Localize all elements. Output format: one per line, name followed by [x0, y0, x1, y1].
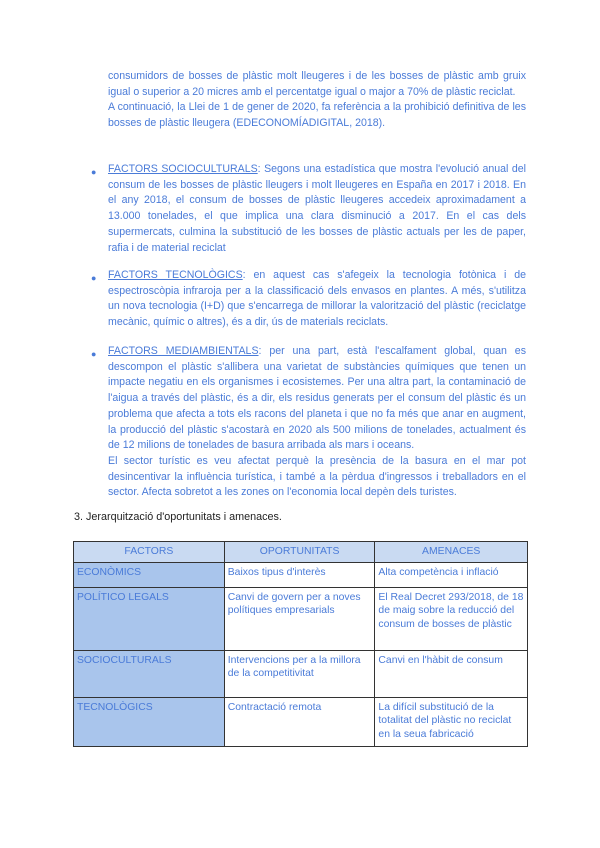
table-row: [74, 587, 528, 650]
bullet-title: FACTORS SOCIOCULTURALS: [108, 163, 258, 175]
opportunity-cell: Baixos tipus d'interès: [224, 562, 375, 587]
bullet-tecnologics: [108, 268, 526, 331]
table-row: [74, 562, 528, 587]
bullet-mediambientals: [108, 344, 526, 501]
factor-cell: SOCIOCULTURALS: [74, 650, 225, 697]
factor-cell: ECONÒMICS: [74, 562, 225, 587]
bullet-dot-icon: ●: [91, 273, 97, 283]
section-heading: [74, 511, 282, 523]
threat-cell: Canvi en l'hàbit de consum: [375, 650, 528, 697]
continuation-text-2: A continuació, la Llei de 1 de gener de 2020, fa referència a la prohibició definitiva de les bosses de plàstic lleugera (EDECONOMÍADIGITAL, 2018).: [108, 101, 526, 130]
table-header-row: [74, 542, 528, 563]
section-number: 3.: [74, 511, 84, 523]
table-row: [74, 697, 528, 746]
opportunities-threats-table: [73, 541, 528, 747]
bullet-extra-text: El sector turístic es veu afectat perquè la presència de la basura en el mar pot desincentivar la influència turística, i també a la pèrdua d'ingressos i treballadors en el sector. Afecta sobretot a les zones on l'economia local depèn dels turistes.: [108, 454, 526, 499]
table-row: [74, 650, 528, 697]
factor-cell: POLÍTICO LEGALS: [74, 587, 225, 650]
header-opportunities: OPORTUNITATS: [224, 542, 375, 563]
continuation-text: consumidors de bosses de plàstic molt lleugeres i de les bosses de plàstic amb gruix igual o superior a 20 micres amb el percentatge igual o major a 70% de plàstic reciclat.: [108, 70, 526, 98]
bullet-title: FACTORS TECNOLÒGICS: [108, 269, 243, 281]
bullet-text: : Segons una estadística que mostra l'evolució anual del consum de les bosses de plàstic lleugers i molt lleugeres en España en 2017 i 2018. En el any 2018, el consum de bosses de plàstic lleugeres accedeix aproximadament a 13.000 tonelades, el que implica una clara disminució a 2017. En el cas dels supermercats, culmina la substitució de les bosses de plàstic actuals per les de paper, rafia i de material reciclat: [108, 163, 526, 254]
threat-cell: La difícil substitució de la totalitat del plàstic no reciclat en la seua fabricació: [375, 697, 528, 746]
threat-cell: Alta competència i inflació: [375, 562, 528, 587]
opportunity-cell: Canvi de govern per a noves polítiques empresarials: [224, 587, 375, 650]
bullet-text: : per una part, està l'escalfament global, quan es descompon el plàstic s'allibera una varietat de substàncies químiques que tenen un impacte negatiu en els organismes i ecosistemes. Per una altra part, la contaminació de l'aigua a través del plàstic, és a dir, els residus generats per el consum del plàstic és un problema que afecta a tots els racons del planeta i que no fa més que anar en augment, la producció del plàstic s'acostarà en 2020 als 500 milions de tonelades, actualment és de 12 milions de tonelades de basura arribada als mars i oceans.: [108, 345, 526, 452]
opportunity-cell: Contractació remota: [224, 697, 375, 746]
bullet-socioculturals: [108, 162, 526, 256]
threat-cell: El Real Decret 293/2018, de 18 de maig sobre la reducció del consum de bosses de plàstic: [375, 587, 528, 650]
bullet-dot-icon: ●: [91, 167, 97, 177]
continuation-paragraph: [108, 69, 526, 132]
factor-cell: TECNOLÒGICS: [74, 697, 225, 746]
bullet-dot-icon: ●: [91, 349, 97, 359]
header-factors: FACTORS: [74, 542, 225, 563]
section-title: Jerarquització d'oportunitats i amenaces.: [86, 511, 282, 523]
bullet-title: FACTORS MEDIAMBIENTALS: [108, 345, 259, 357]
bullet-text: : en aquest cas s'afegeix la tecnologia fotònica i de espectroscòpia infraroja per a la classificació dels envasos en plantes. A més, s'utilitza un nova tecnologia (I+D) que s'encarrega de millorar la valorització del plàstic (reciclatge mecànic, químic o altres), és a dir, ús de materials reciclats.: [108, 269, 526, 329]
opportunity-cell: Intervencions per a la millora de la competitivitat: [224, 650, 375, 697]
header-threats: AMENACES: [375, 542, 528, 563]
